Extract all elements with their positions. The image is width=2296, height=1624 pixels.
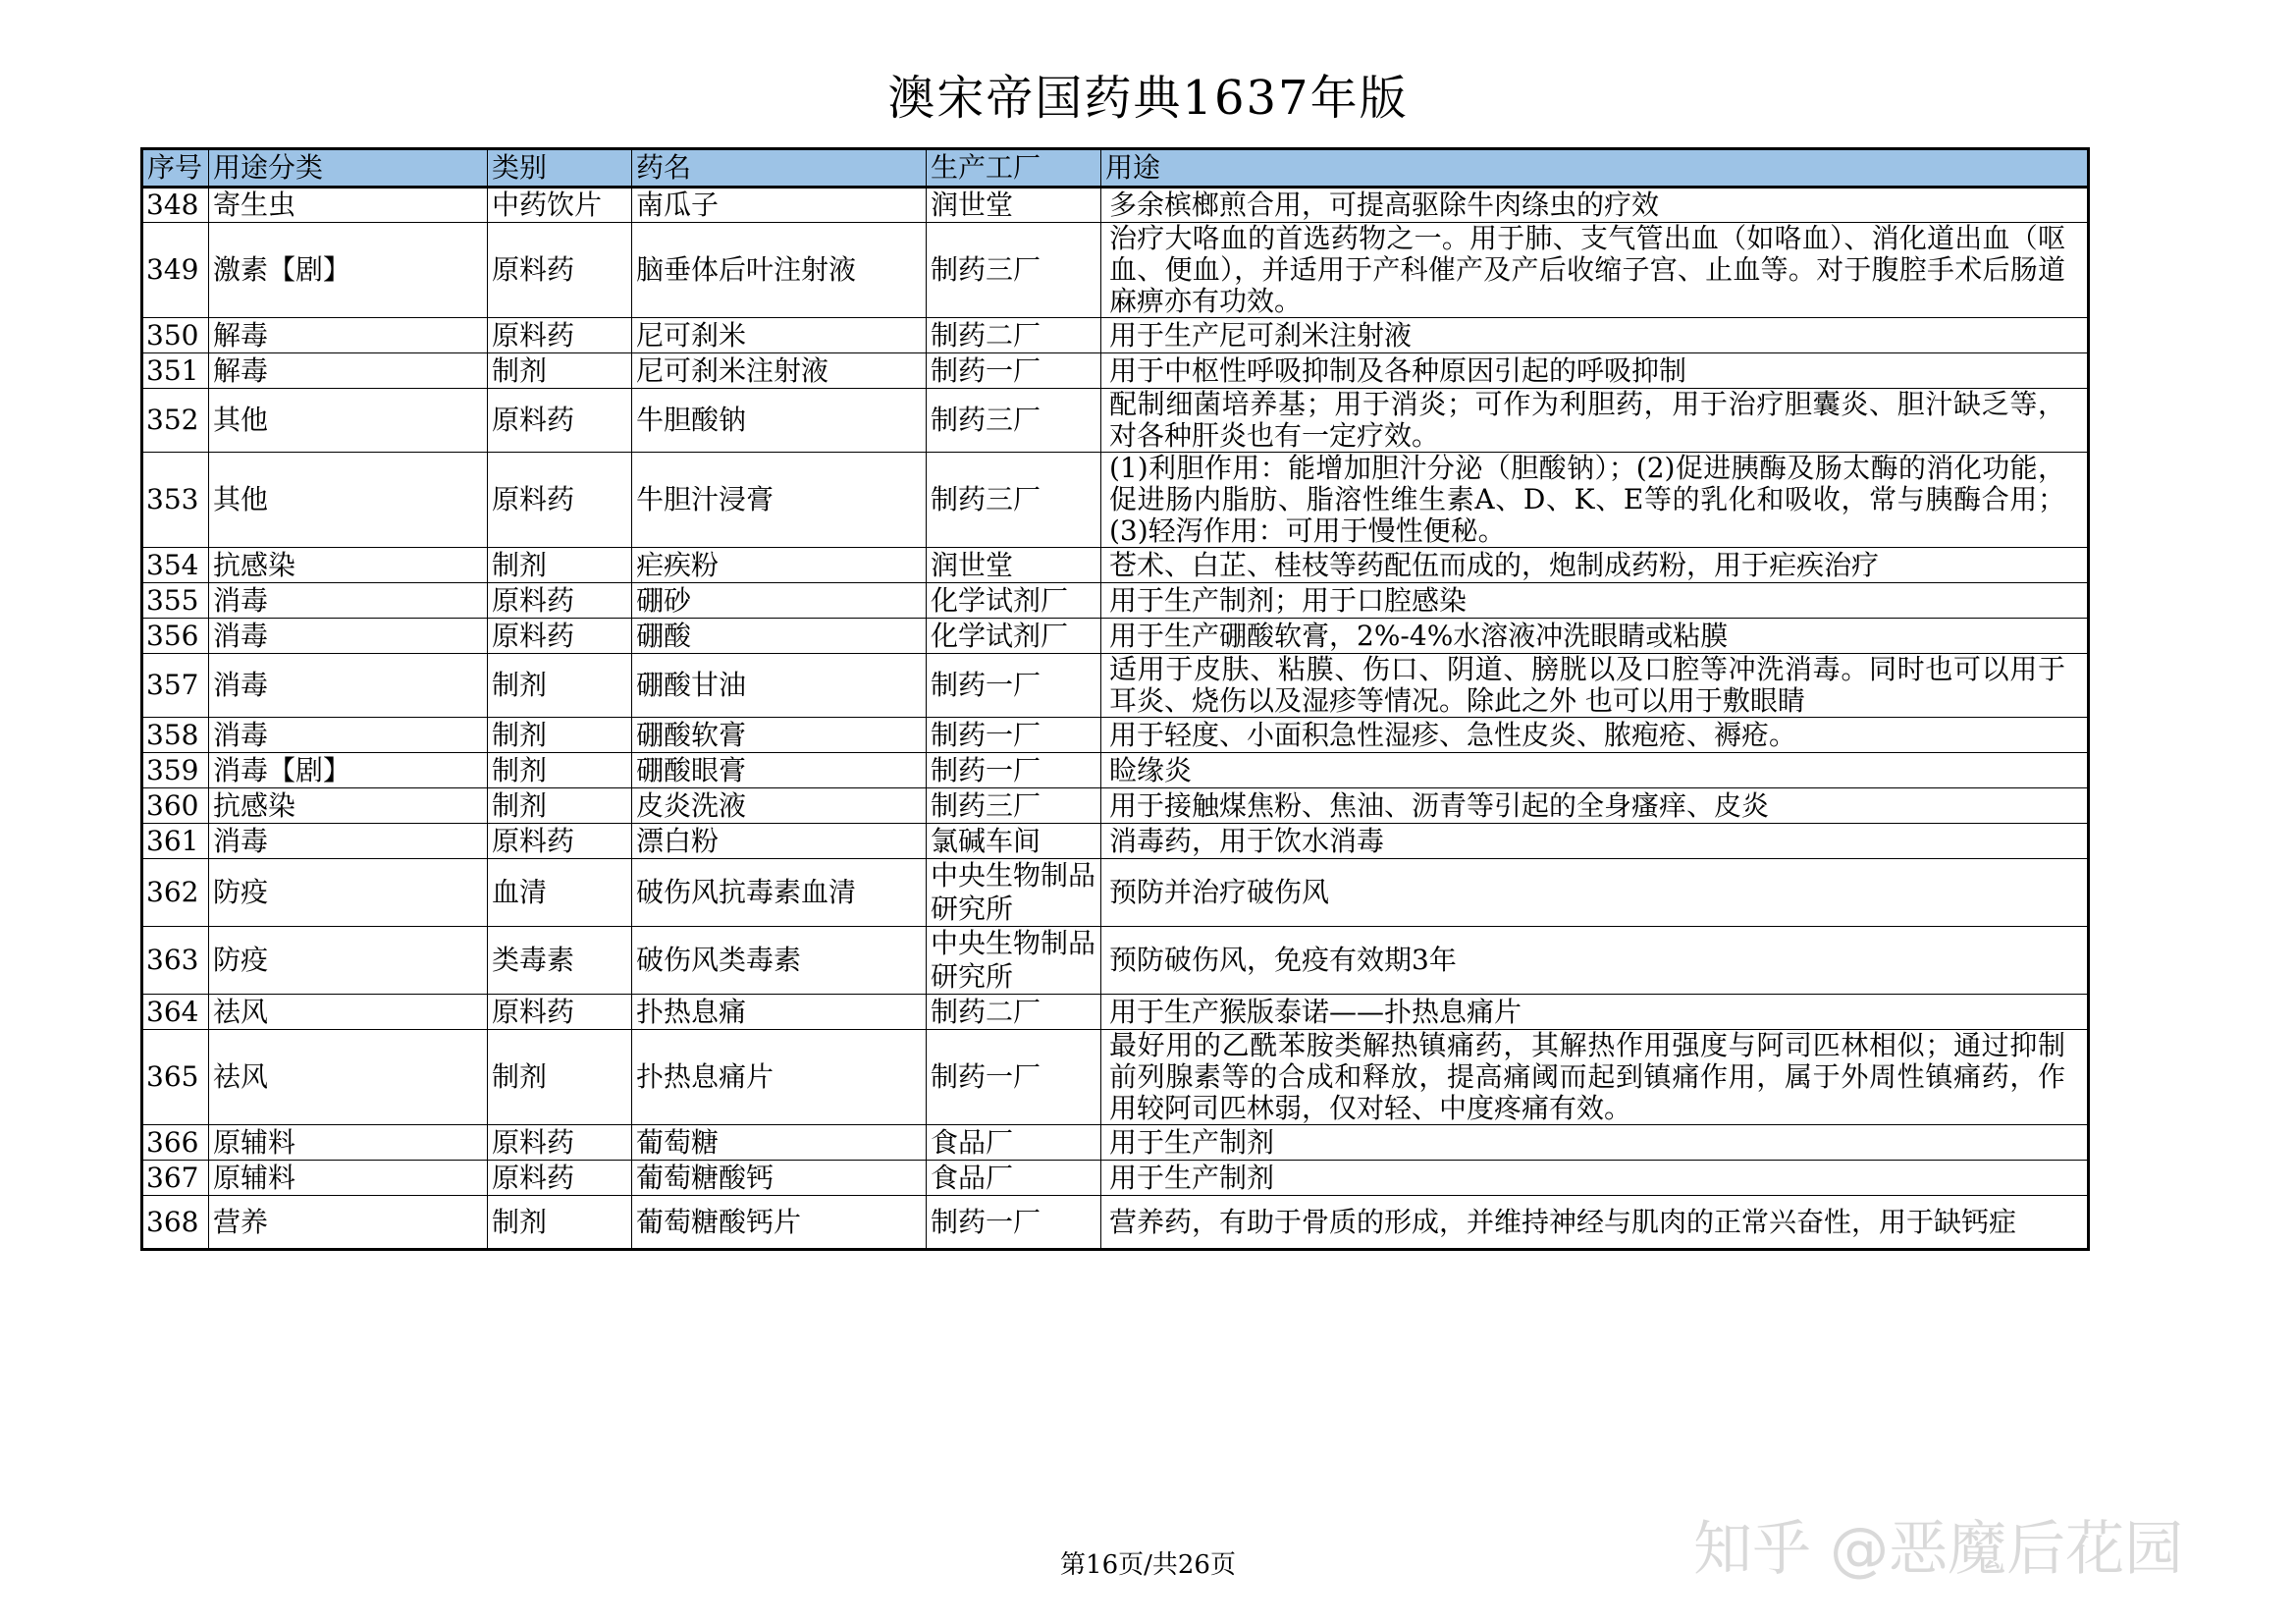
cell-type: 原料药 [488, 1125, 632, 1161]
cell-number: 358 [142, 718, 209, 753]
cell-number: 364 [142, 995, 209, 1030]
table-row [142, 453, 2089, 548]
cell-use-category: 祛风 [209, 995, 488, 1030]
cell-factory: 化学试剂厂 [927, 619, 1101, 654]
cell-use-category: 营养 [209, 1196, 488, 1250]
cell-factory: 氯碱车间 [927, 824, 1101, 859]
cell-number: 367 [142, 1161, 209, 1196]
cell-factory: 制药一厂 [927, 753, 1101, 788]
cell-type: 制剂 [488, 548, 632, 583]
cell-use-category: 解毒 [209, 353, 488, 389]
cell-factory: 化学试剂厂 [927, 583, 1101, 619]
cell-use: 营养药，有助于骨质的形成，并维持神经与肌肉的正常兴奋性，用于缺钙症 [1101, 1196, 2089, 1250]
table-row [142, 753, 2089, 788]
cell-type: 原料药 [488, 1161, 632, 1196]
cell-drug-name: 葡萄糖酸钙片 [632, 1196, 927, 1250]
page-number: 第16页/共26页 [1060, 1550, 1236, 1580]
cell-factory: 润世堂 [927, 548, 1101, 583]
cell-type: 原料药 [488, 318, 632, 353]
cell-type: 原料药 [488, 453, 632, 548]
cell-number: 361 [142, 824, 209, 859]
header-use-category: 用途分类 [209, 149, 488, 188]
cell-type: 原料药 [488, 824, 632, 859]
cell-number: 350 [142, 318, 209, 353]
cell-drug-name: 皮炎洗液 [632, 788, 927, 824]
cell-drug-name: 疟疾粉 [632, 548, 927, 583]
cell-use: 预防破伤风，免疫有效期3年 [1101, 927, 2089, 995]
table-row [142, 1030, 2089, 1125]
cell-type: 制剂 [488, 718, 632, 753]
table-row [142, 353, 2089, 389]
cell-use-category: 抗感染 [209, 548, 488, 583]
cell-factory: 制药三厂 [927, 788, 1101, 824]
table-row [142, 223, 2089, 318]
cell-type: 血清 [488, 859, 632, 927]
cell-use-category: 祛风 [209, 1030, 488, 1125]
cell-number: 353 [142, 453, 209, 548]
cell-use: 适用于皮肤、粘膜、伤口、阴道、膀胱以及口腔等冲洗消毒。同时也可以用于耳炎、烧伤以及湿疹等情况。除此之外 也可以用于敷眼睛 [1101, 654, 2089, 718]
cell-number: 360 [142, 788, 209, 824]
cell-factory: 制药二厂 [927, 995, 1101, 1030]
cell-use-category: 消毒【剧】 [209, 753, 488, 788]
table-row [142, 619, 2089, 654]
cell-drug-name: 扑热息痛 [632, 995, 927, 1030]
cell-use-category: 其他 [209, 389, 488, 453]
table-row [142, 1196, 2089, 1250]
cell-number: 352 [142, 389, 209, 453]
table-row [142, 1161, 2089, 1196]
cell-use-category: 其他 [209, 453, 488, 548]
cell-factory: 食品厂 [927, 1125, 1101, 1161]
cell-use: 用于生产制剂；用于口腔感染 [1101, 583, 2089, 619]
cell-drug-name: 硼酸软膏 [632, 718, 927, 753]
cell-number: 349 [142, 223, 209, 318]
table-row [142, 788, 2089, 824]
cell-use: 用于中枢性呼吸抑制及各种原因引起的呼吸抑制 [1101, 353, 2089, 389]
cell-type: 制剂 [488, 1030, 632, 1125]
cell-factory: 制药一厂 [927, 353, 1101, 389]
cell-drug-name: 硼酸甘油 [632, 654, 927, 718]
cell-use-category: 原辅料 [209, 1125, 488, 1161]
cell-type: 制剂 [488, 1196, 632, 1250]
cell-drug-name: 硼酸眼膏 [632, 753, 927, 788]
cell-use-category: 消毒 [209, 619, 488, 654]
cell-use-category: 激素【剧】 [209, 223, 488, 318]
cell-use: 用于轻度、小面积急性湿疹、急性皮炎、脓疱疮、褥疮。 [1101, 718, 2089, 753]
cell-use: 用于生产尼可刹米注射液 [1101, 318, 2089, 353]
cell-use: 配制细菌培养基；用于消炎；可作为利胆药，用于治疗胆囊炎、胆汁缺乏等，对各种肝炎也有一定疗效。 [1101, 389, 2089, 453]
cell-use: 用于生产猴版泰诺——扑热息痛片 [1101, 995, 2089, 1030]
cell-use: 用于生产制剂 [1101, 1125, 2089, 1161]
cell-drug-name: 硼酸 [632, 619, 927, 654]
header-type: 类别 [488, 149, 632, 188]
cell-factory: 制药三厂 [927, 453, 1101, 548]
cell-factory: 制药三厂 [927, 223, 1101, 318]
cell-use-category: 消毒 [209, 824, 488, 859]
cell-factory: 制药二厂 [927, 318, 1101, 353]
header-drug-name: 药名 [632, 149, 927, 188]
cell-type: 类毒素 [488, 927, 632, 995]
table-row [142, 859, 2089, 927]
cell-type: 原料药 [488, 389, 632, 453]
table-row [142, 718, 2089, 753]
table-header-row [142, 149, 2089, 188]
header-number: 序号 [142, 149, 209, 188]
cell-use-category: 消毒 [209, 583, 488, 619]
table-row [142, 389, 2089, 453]
cell-drug-name: 破伤风类毒素 [632, 927, 927, 995]
cell-factory: 中央生物制品研究所 [927, 927, 1101, 995]
cell-factory: 润世堂 [927, 188, 1101, 223]
cell-use: 用于生产制剂 [1101, 1161, 2089, 1196]
table-row [142, 583, 2089, 619]
page-title: 澳宋帝国药典1637年版 [887, 71, 1409, 126]
cell-type: 原料药 [488, 619, 632, 654]
cell-use: 消毒药，用于饮水消毒 [1101, 824, 2089, 859]
cell-use: 最好用的乙酰苯胺类解热镇痛药，其解热作用强度与阿司匹林相似；通过抑制前列腺素等的合成和释放，提高痛阈而起到镇痛作用，属于外周性镇痛药，作用较阿司匹林弱，仅对轻、中度疼痛有效。 [1101, 1030, 2089, 1125]
cell-factory: 制药一厂 [927, 1030, 1101, 1125]
table-row [142, 654, 2089, 718]
cell-drug-name: 牛胆汁浸膏 [632, 453, 927, 548]
cell-number: 354 [142, 548, 209, 583]
cell-use-category: 寄生虫 [209, 188, 488, 223]
cell-number: 359 [142, 753, 209, 788]
cell-number: 348 [142, 188, 209, 223]
cell-use-category: 抗感染 [209, 788, 488, 824]
table-row [142, 318, 2089, 353]
header-use: 用途 [1101, 149, 2089, 188]
cell-type: 原料药 [488, 995, 632, 1030]
cell-drug-name: 扑热息痛片 [632, 1030, 927, 1125]
table-row [142, 995, 2089, 1030]
cell-use: 睑缘炎 [1101, 753, 2089, 788]
cell-type: 原料药 [488, 583, 632, 619]
cell-number: 356 [142, 619, 209, 654]
cell-use-category: 防疫 [209, 859, 488, 927]
cell-drug-name: 硼砂 [632, 583, 927, 619]
watermark: 知乎 @恶魔后花园 [1693, 1515, 2184, 1584]
cell-drug-name: 牛胆酸钠 [632, 389, 927, 453]
cell-number: 368 [142, 1196, 209, 1250]
cell-drug-name: 破伤风抗毒素血清 [632, 859, 927, 927]
cell-number: 362 [142, 859, 209, 927]
table-row [142, 1125, 2089, 1161]
cell-use-category: 消毒 [209, 718, 488, 753]
cell-number: 363 [142, 927, 209, 995]
cell-factory: 制药一厂 [927, 1196, 1101, 1250]
header-factory: 生产工厂 [927, 149, 1101, 188]
cell-number: 351 [142, 353, 209, 389]
table-row [142, 548, 2089, 583]
pharmacopoeia-table [140, 147, 2090, 1251]
cell-number: 355 [142, 583, 209, 619]
cell-drug-name: 漂白粉 [632, 824, 927, 859]
cell-number: 366 [142, 1125, 209, 1161]
cell-number: 365 [142, 1030, 209, 1125]
cell-type: 制剂 [488, 353, 632, 389]
cell-factory: 制药一厂 [927, 654, 1101, 718]
cell-use: 多余槟榔煎合用，可提高驱除牛肉绦虫的疗效 [1101, 188, 2089, 223]
cell-drug-name: 尼可刹米注射液 [632, 353, 927, 389]
cell-type: 制剂 [488, 654, 632, 718]
cell-drug-name: 尼可刹米 [632, 318, 927, 353]
cell-use: 治疗大咯血的首选药物之一。用于肺、支气管出血（如咯血）、消化道出血（呕血、便血），并适用于产科催产及产后收缩子宫、止血等。对于腹腔手术后肠道麻痹亦有功效。 [1101, 223, 2089, 318]
cell-factory: 制药一厂 [927, 718, 1101, 753]
cell-use-category: 消毒 [209, 654, 488, 718]
cell-use-category: 防疫 [209, 927, 488, 995]
cell-drug-name: 葡萄糖酸钙 [632, 1161, 927, 1196]
cell-use: 用于生产硼酸软膏，2%-4%水溶液冲洗眼睛或粘膜 [1101, 619, 2089, 654]
table-row [142, 188, 2089, 223]
cell-drug-name: 南瓜子 [632, 188, 927, 223]
cell-drug-name: 葡萄糖 [632, 1125, 927, 1161]
cell-use: 苍术、白芷、桂枝等药配伍而成的，炮制成药粉，用于疟疾治疗 [1101, 548, 2089, 583]
cell-type: 中药饮片 [488, 188, 632, 223]
cell-use: 预防并治疗破伤风 [1101, 859, 2089, 927]
cell-use: (1)利胆作用：能增加胆汁分泌（胆酸钠）；(2)促进胰酶及肠太酶的消化功能，促进肠内脂肪、脂溶性维生素A、D、K、E等的乳化和吸收，常与胰酶合用；(3)轻泻作用：可用于慢性便秘。 [1101, 453, 2089, 548]
cell-factory: 食品厂 [927, 1161, 1101, 1196]
cell-use: 用于接触煤焦粉、焦油、沥青等引起的全身瘙痒、皮炎 [1101, 788, 2089, 824]
table-row [142, 824, 2089, 859]
cell-factory: 中央生物制品研究所 [927, 859, 1101, 927]
cell-type: 原料药 [488, 223, 632, 318]
cell-use-category: 解毒 [209, 318, 488, 353]
cell-type: 制剂 [488, 788, 632, 824]
cell-use-category: 原辅料 [209, 1161, 488, 1196]
cell-type: 制剂 [488, 753, 632, 788]
cell-factory: 制药三厂 [927, 389, 1101, 453]
table-row [142, 927, 2089, 995]
cell-drug-name: 脑垂体后叶注射液 [632, 223, 927, 318]
cell-number: 357 [142, 654, 209, 718]
